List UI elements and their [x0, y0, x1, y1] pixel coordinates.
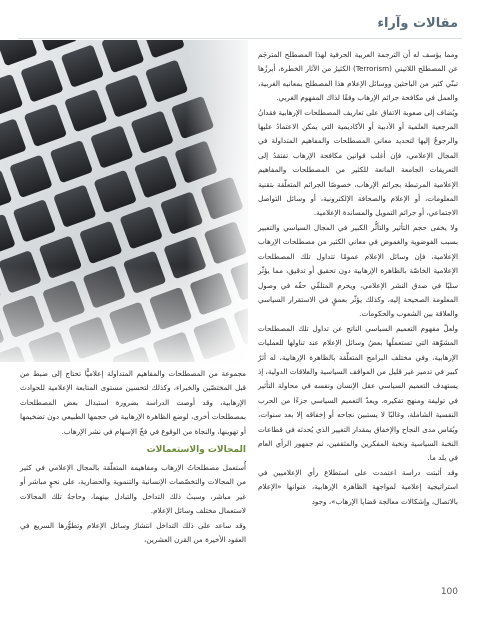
- paragraph: مجموعة من المصطلحات والمفاهيم المتداولة إعلاميًّا تحتاج إلى ضبط من قبل المختصّين والخبراء، وكذلك لتحسين مستوى المتابعة الإعلامية للحوادث الإرهابية، وقد أوصت الدراسة بضرورة استبدال بعض المصطلحات بمصطلحات أخرى، لوضع الظاهرة الإرهابية في حجمها الطبيعي دون تضخيمها أو تهوينها، والنجاة من الوقوع في فخّ الإسهام في نشر الإرهاب.: [20, 369, 246, 436]
- keyboard-photo: [0, 40, 248, 362]
- article-column-right: [258, 48, 458, 509]
- paragraph: ويُضاف إلى صعوبة الاتفاق على تعاريف المصطلحات الإرهابية فقدانُ المرجعية العلمية أو الأدبية أو الأكاديمية التي يمكن الاعتمادُ عليها والرجوعُ إليها لتحديد معاني المصطلحات والمفاهيم المتداولة في المجال الإعلامي، فإن أغلب قوانين مكافحة الإرهاب تفتقدُ إلى التعريفات الجامعة المانعة للكثير من المصطلحات والمفاهيم الإعلامية المرتبطة بجرائم الإرهاب، خصوصًا الجرائم المتعلّقة بتقنية المعلومات، أو الإعلام والصحافة الإلكترونية، أو وسائل التواصل الاجتماعي، أو جرائم التمويل والمساندة الإعلامية.: [258, 107, 458, 218]
- paragraph: وقد أثبتت دراسة اعتمدت على استطلاع رأي الإعلاميين في استراتيجية إعلامية لمواجهة الظاهرة الإرهابية، عنوانها «الإعلام بالاتصال، وإشكالات معالجة قضايا الإرهاب»، وجود: [258, 467, 458, 506]
- header-divider: [18, 38, 462, 39]
- section-title: مقالات وآراء: [377, 16, 458, 31]
- paragraph: وقد ساعد على ذلك التداخل انتشارُ وسائل الإعلام وتطوُّرها السريع في العقود الأخيرة من القرن العشرين،: [20, 520, 246, 545]
- paragraph: أُستعمل مصطلحاتُ الإرهاب ومفاهيمه المتعلّقة بالمجال الإعلامي في كثير من المجالات والتخصّصات الإنسانية والتنموية والحضارية، على نحوٍ مباشر أو غير مباشر، وسببُ ذلك التداخل والتبادل بينهما، وحاجةُ تلك المجالات لاستعمال مختلف وسائل الإعلام.: [20, 463, 246, 516]
- subheading: المجالات والاستعمالات: [146, 445, 246, 456]
- paragraph: ولا يخفى حجم التأثير والتأثُّر الكبير في المجال السياسي والتعبير بسبب الفوضوية والغموض في معاني الكثير من مصطلحات الإرهاب الإعلامية، فإن وسائل الإعلام عمومًا تتداول تلك المصطلحات الإعلامية الخاصّة بالظاهرة الإرهابية دون تحقيق أو تدقيق، مما يؤثّر سلبًا في صدق النشر الإعلامي، ويحرم المتلقّي حقّه في وصول المعلومة الصحيحة إليه، وكذلك يؤثّر بعمقٍ في الاستقرار السياسي والعلاقة بين الشعوب والحكومات.: [258, 222, 458, 319]
- paragraph: ومما يؤسف له أن الترجمة العربية الحرفية لهذا المصطلح المترجَم عن المصطلح اللاتيني (Terrorism) الكثيرُ من الآثار الخطرة، أبرزُها تبنّي كثير من الباحثين ووسائل الإعلام هذا المصطلح بمعانيه الغربية، والعمل في مكافحة جرائم الإرهاب وفقًا لذاك المفهوم الغربي.: [258, 50, 458, 103]
- article-column-left: [20, 367, 246, 547]
- page-number: 100: [440, 587, 458, 597]
- paragraph: ولعلّ مفهوم التعميم السياسي الناتج عن تداول تلك المصطلحات المشوّهة التي تستعملُها بعضُ وسائل الإعلام عند تناولها للعمليات الإرهابية، وفي مختلف البرامج المتعلّقة بالظاهرة الإرهابية، له أثرٌ كبير في تدمير غير قليل من المواقف السياسية والعلاقات الدولية، إذ يستهدف التعميم السياسي عقل الإنسان ونفسه في محاولة التأثير في توليفة ومنهج تفكيره، ويعدّ التعميم السياسي جزءًا من الحرب النفسية الشاملة، وغالبًا لا يستبين نجاحه أو إخفاقه إلا بعد سنوات، ويُقاس مدى النجاح والإخفاق بمقدار التغيير الذي يُحدثه في قطاعات النخبة السياسية ونخبة المفكرين والمثقفين، ثم جمهور الرأي العام في بلد ما.: [258, 323, 458, 463]
